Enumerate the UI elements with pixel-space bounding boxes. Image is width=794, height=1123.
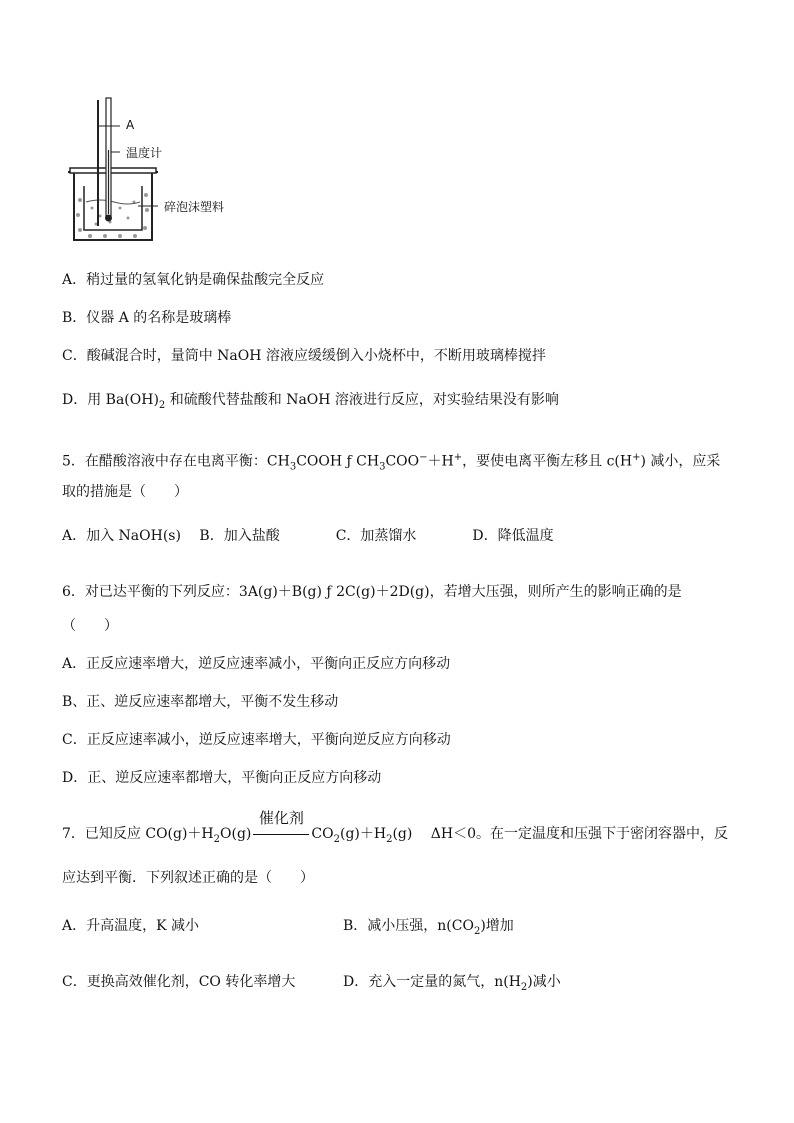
q7-option-d <box>343 972 561 998</box>
q4-d-text-2: 和硫酸代替盐酸和 NaOH 溶液进行反应，对实验结果没有影响 <box>165 392 559 408</box>
q7-text-5: (g) ΔH＜0。在一定温度和压强下于密闭容器中，反 <box>392 826 729 842</box>
q7-text-2: O(g) <box>220 826 252 842</box>
q4-d-text-1: D．用 Ba(OH) <box>62 392 159 408</box>
catalyst-label: 催化剂 <box>258 809 304 827</box>
q6-stem: 6．对已达平衡的下列反应：3A(g)＋B(g) ƒ 2C(g)＋2D(g)，若增大压强，则所产生的影响正确的是 <box>62 584 682 600</box>
calorimeter-figure <box>60 90 240 250</box>
calorimeter-diagram <box>60 90 240 250</box>
q7-d-sub: 2 <box>520 981 528 993</box>
q5-options: A．加入 NaOH(s) B．加入盐酸 C．加蒸馏水 D．降低温度 <box>62 528 554 544</box>
q5-text-3: COO <box>385 453 420 470</box>
q4-d-sub: 2 <box>158 399 166 411</box>
catalyst-arrow <box>251 809 311 844</box>
q5-sup-2: + <box>453 452 463 463</box>
label-a: A <box>126 118 135 132</box>
q4-option-a: A．稍过量的氢氧化钠是确保盐酸完全反应 <box>62 272 325 288</box>
q5-sup-3: + <box>632 452 641 463</box>
q6-option-b: B、正、逆反应速率都增大，平衡不发生移动 <box>62 694 339 710</box>
q4-option-d <box>62 390 559 416</box>
q5-sub-2: 3 <box>379 461 386 473</box>
q6-option-d: D．正、逆反应速率都增大，平衡向正反应方向移动 <box>62 770 382 786</box>
q7-d-text-2: )减小 <box>527 974 561 990</box>
label-foam: 碎泡沫塑料 <box>164 200 225 214</box>
q6-stem-line2: （ ） <box>62 618 118 634</box>
q7-d-text-1: D．充入一定量的氮气，n(H <box>343 974 521 990</box>
q7-sub-3: 2 <box>386 833 393 845</box>
label-thermometer: 温度计 <box>126 146 163 160</box>
q7-b-text-2: )增加 <box>480 918 514 934</box>
q7-stem-line2: 应达到平衡．下列叙述正确的是（ ） <box>62 870 314 886</box>
q7-b-sub: 2 <box>473 925 481 937</box>
q7-sub-1: 2 <box>213 833 221 845</box>
q5-text-5: ，要使电离平衡左移且 c(H <box>462 453 633 470</box>
q5-stem <box>62 448 720 477</box>
q5-text-4: ＋H <box>427 453 454 470</box>
q7-option-c: C．更换高效催化剂，CO 转化率增大 <box>62 974 296 990</box>
q6-option-c: C．正反应速率减小，逆反应速率增大，平衡向逆反应方向移动 <box>62 732 451 748</box>
q5-text-6: ) 减小，应采 <box>640 453 721 470</box>
catalyst-bar <box>253 834 309 835</box>
q5-sup-1: − <box>419 452 428 463</box>
q7-text-1: 7．已知反应 CO(g)＋H <box>62 826 214 842</box>
q4-option-b: B．仪器 A 的名称是玻璃棒 <box>62 310 232 326</box>
q7-option-b <box>343 916 514 942</box>
q6-option-a: A．正反应速率增大，逆反应速率减小，平衡向正反应方向移动 <box>62 656 451 672</box>
q7-sub-2: 2 <box>333 833 340 845</box>
q7-b-text-1: B．减小压强，n(CO <box>343 918 474 934</box>
q7-text-4: (g)＋H <box>339 826 387 842</box>
q7-stem <box>62 809 729 850</box>
q7-text-3: CO <box>311 826 334 842</box>
q5-stem-line2: 取的措施是（ ） <box>62 484 188 500</box>
q5-text-1: 5．在醋酸溶液中存在电离平衡：CH <box>62 453 290 470</box>
q5-text-2: COOH ƒ CH <box>296 453 380 470</box>
q4-option-c: C．酸碱混合时，量筒中 NaOH 溶液应缓缓倒入小烧杯中，不断用玻璃棒搅拌 <box>62 348 546 364</box>
q7-option-a: A．升高温度，K 减小 <box>62 918 200 934</box>
q5-sub-1: 3 <box>289 461 297 473</box>
